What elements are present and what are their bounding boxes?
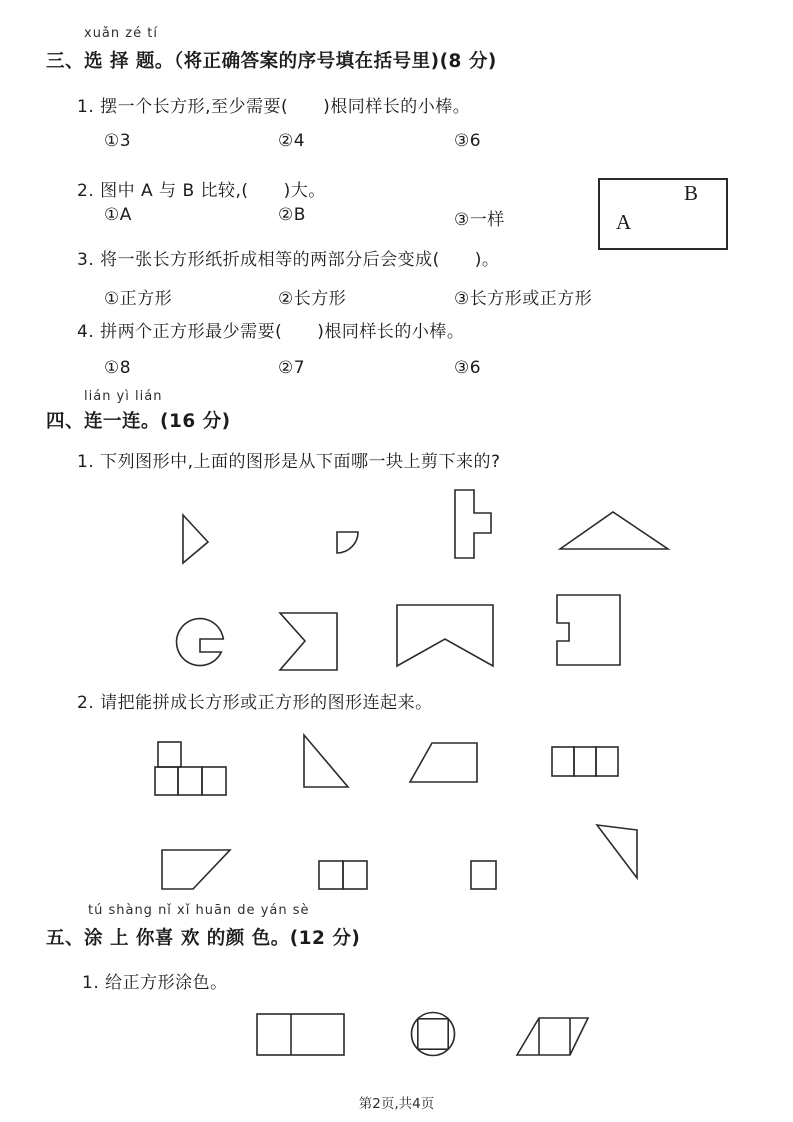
option-3-2-b: ②B [278, 205, 306, 225]
three-squares-row-shape [551, 746, 621, 778]
option-3-4-a: ①8 [104, 358, 132, 378]
wide-flat-triangle-shape [558, 510, 670, 552]
option-3-1-b: ②4 [278, 131, 306, 151]
section-three-title: 三、选 择 题。（将正确答案的序号填在括号里)(8 分) [46, 51, 497, 72]
option-3-1-c: ③6 [454, 131, 482, 151]
l-shape-of-four-squares-shape [153, 740, 231, 798]
right-triangle-top-right-shape [595, 823, 640, 881]
single-square-shape [470, 860, 498, 891]
figure-label-a: A [616, 210, 632, 234]
question-4-1: 1. 下列图形中,上面的图形是从下面哪一块上剪下来的? [77, 452, 501, 472]
section-five-title: 五、涂 上 你喜 欢 的颜 色。(12 分) [46, 928, 361, 949]
option-3-3-c: ③长方形或正方形 [454, 289, 593, 309]
right-trapezoid-shape [408, 741, 480, 785]
circle-with-inscribed-square-shape [410, 1010, 457, 1058]
option-3-1-a: ①3 [104, 131, 132, 151]
rectangle-split-square-and-rectangle-shape [256, 1013, 346, 1057]
question-3-3: 3. 将一张长方形纸折成相等的两部分后会变成( )。 [77, 250, 500, 270]
compare-a-b-figure [598, 178, 728, 250]
question-3-4: 4. 拼两个正方形最少需要( )根同样长的小棒。 [77, 322, 465, 342]
rectangle-with-bottom-v-notch-shape [395, 603, 495, 669]
section-four-title: 四、连一连。(16 分) [46, 411, 231, 432]
option-3-3-a: ①正方形 [104, 289, 173, 309]
pinyin-tu-shang-ni-xi-huan-de-yan-se: tú shàng nǐ xǐ huān de yán sè [88, 903, 310, 918]
option-3-4-b: ②7 [278, 358, 306, 378]
pinyin-lian-yi-lian: lián yì lián [84, 389, 163, 404]
bar-with-right-tab-shape [453, 488, 493, 560]
figure-label-b: B [684, 181, 699, 205]
rectangle-with-left-square-notch-shape [555, 593, 622, 667]
pinyin-xuan-ze-ti: xuǎn zé tí [84, 26, 158, 41]
circle-with-square-bite-shape [175, 612, 227, 672]
narrow-right-triangle-shape [181, 512, 211, 566]
option-3-2-a: ①A [104, 205, 132, 225]
square-with-left-v-notch-shape [278, 611, 339, 672]
option-3-4-c: ③6 [454, 358, 482, 378]
parallelogram-with-inner-square-shape [515, 1016, 590, 1058]
right-triangle-shape [301, 733, 351, 790]
quarter-circle-shape [335, 530, 361, 556]
trapezoid-slant-right-shape [160, 848, 234, 892]
two-squares-row-shape [318, 860, 370, 891]
question-3-1: 1. 摆一个长方形,至少需要( )根同样长的小棒。 [77, 97, 471, 117]
option-3-3-b: ②长方形 [278, 289, 347, 309]
option-3-2-c: ③一样 [454, 210, 505, 230]
question-3-2: 2. 图中 A 与 B 比较,( )大。 [77, 181, 326, 201]
question-4-2: 2. 请把能拼成长方形或正方形的图形连起来。 [77, 693, 433, 713]
question-5-1: 1. 给正方形涂色。 [82, 973, 228, 993]
page-footer: 第2页,共4页 [358, 1096, 435, 1112]
